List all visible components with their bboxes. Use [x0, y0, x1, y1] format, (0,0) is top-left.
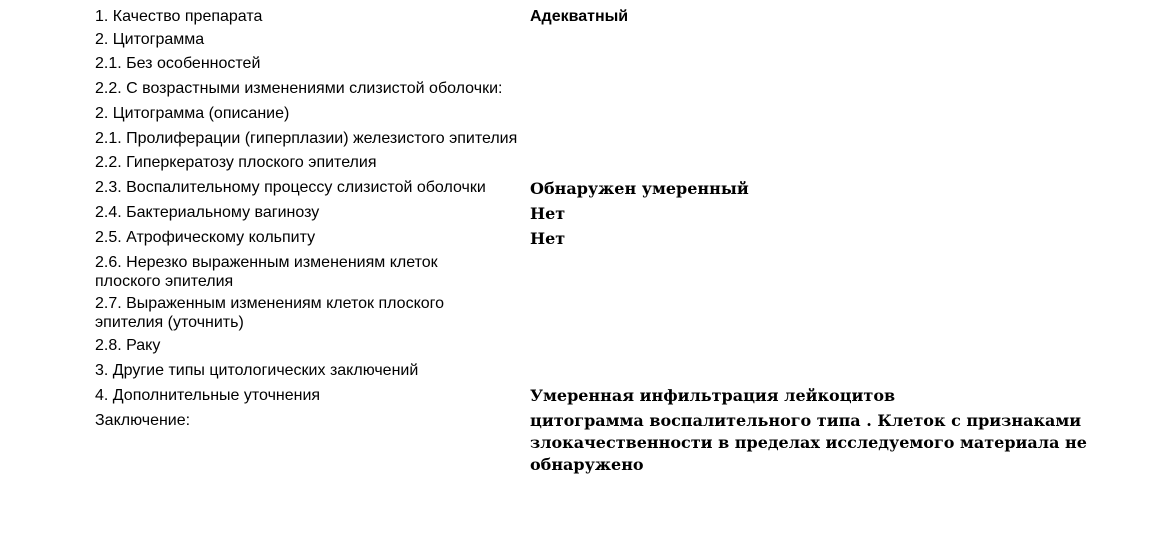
row-mild-changes-label: 2.6. Нерезко выраженным изменениям клеток плоского эпителия: [95, 254, 438, 290]
row-cytogram-label: 2. Цитограмма: [95, 31, 205, 48]
row-inflammation-label: 2.3. Воспалительному процессу слизистой оболочки: [95, 179, 486, 196]
row-additional-value: Умеренная инфильтрация лейкоцитов: [530, 386, 896, 405]
row-colpitis-value: Нет: [530, 229, 566, 248]
row-inflammation-value: Обнаружен умеренный: [530, 179, 749, 198]
row-vaginosis-label: 2.4. Бактериальному вагинозу: [95, 204, 320, 221]
row-cytogram-description-label: 2. Цитограмма (описание): [95, 105, 290, 122]
row-hyperkeratosis-label: 2.2. Гиперкератозу плоского эпителия: [95, 154, 377, 171]
row-marked-changes-label: 2.7. Выраженным изменениям клеток плоского эпителия (уточнить): [95, 295, 445, 331]
row-no-features-label: 2.1. Без особенностей: [95, 55, 261, 72]
row-conclusion-label: Заключение:: [95, 412, 191, 429]
row-conclusion-value: цитограмма воспалительного типа . Клеток с признаками злокачественности в пределах исследуемого материала не обнаружено: [530, 411, 1087, 474]
row-quality-label: 1. Качество препарата: [95, 8, 263, 25]
row-age-changes-label: 2.2. С возрастными изменениями слизистой оболочки:: [95, 80, 503, 97]
row-vaginosis-value: Нет: [530, 204, 566, 223]
row-other-types-label: 3. Другие типы цитологических заключений: [95, 362, 419, 379]
row-quality-value: Адекватный: [530, 8, 629, 25]
row-cancer-label: 2.8. Раку: [95, 337, 161, 354]
row-proliferation-label: 2.1. Пролиферации (гиперплазии) железистого эпителия: [95, 130, 518, 147]
row-colpitis-label: 2.5. Атрофическому кольпиту: [95, 229, 316, 246]
row-additional-label: 4. Дополнительные уточнения: [95, 387, 321, 404]
